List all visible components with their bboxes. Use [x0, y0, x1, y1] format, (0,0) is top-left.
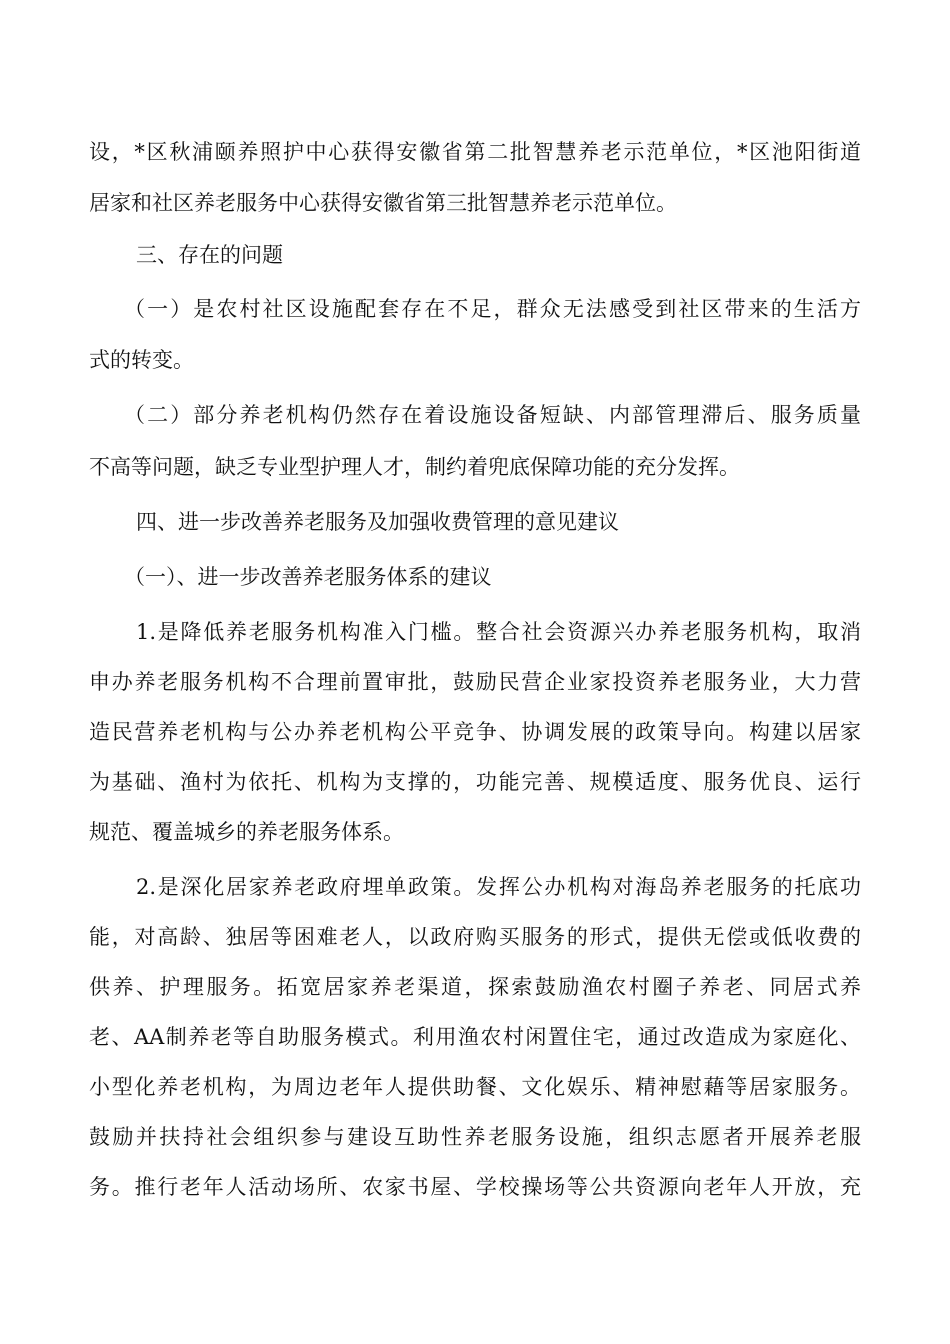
paragraph-line: 小型化养老机构，为周边老年人提供助餐、文化娱乐、精神慰藉等居家服务。 [89, 1075, 861, 1099]
subsection-heading: （一）、进一步改善养老服务体系的建议 [124, 565, 492, 589]
paragraph-line: 设，*区秋浦颐养照护中心获得安徽省第二批智慧养老示范单位，*区池阳街道 [89, 140, 861, 164]
paragraph-line: 式的转变。 [89, 348, 194, 372]
paragraph-line: 务。推行老年人活动场所、农家书屋、学校操场等公共资源向老年人开放，充 [89, 1175, 861, 1199]
paragraph-line: 不高等问题，缺乏专业型护理人才，制约着兜底保障功能的充分发挥。 [89, 455, 740, 479]
section-heading-suggestions: 四、进一步改善养老服务及加强收费管理的意见建议 [136, 510, 619, 534]
paragraph-line: 为基础、渔村为依托、机构为支撑的，功能完善、规模适度、服务优良、运行 [89, 770, 861, 794]
paragraph-line: 2.是深化居家养老政府埋单政策。发挥公办机构对海岛养老服务的托底功 [136, 875, 861, 899]
paragraph-line: 1.是降低养老服务机构准入门槛。整合社会资源兴办养老服务机构，取消 [136, 620, 861, 644]
paragraph-line: （一）是农村社区设施配套存在不足，群众无法感受到社区带来的生活方 [124, 297, 861, 321]
paragraph-line: （二）部分养老机构仍然存在着设施设备短缺、内部管理滞后、服务质量 [124, 403, 861, 427]
paragraph-line: 规范、覆盖城乡的养老服务体系。 [89, 820, 404, 844]
paragraph-line: 能，对高龄、独居等困难老人，以政府购买服务的形式，提供无偿或低收费的 [89, 925, 861, 949]
paragraph-line: 鼓励并扶持社会组织参与建设互助性养老服务设施，组织志愿者开展养老服 [89, 1125, 861, 1149]
paragraph-line: 老、AA制养老等自助服务模式。利用渔农村闲置住宅，通过改造成为家庭化、 [89, 1025, 861, 1049]
paragraph-line: 居家和社区养老服务中心获得安徽省第三批智慧养老示范单位。 [89, 191, 677, 215]
paragraph-line: 申办养老服务机构不合理前置审批，鼓励民营企业家投资养老服务业，大力营 [89, 670, 861, 694]
paragraph-line: 供养、护理服务。拓宽居家养老渠道，探索鼓励渔农村圈子养老、同居式养 [89, 975, 861, 999]
paragraph-line: 造民营养老机构与公办养老机构公平竞争、协调发展的政策导向。构建以居家 [89, 720, 861, 744]
section-heading-problems: 三、存在的问题 [136, 243, 283, 267]
